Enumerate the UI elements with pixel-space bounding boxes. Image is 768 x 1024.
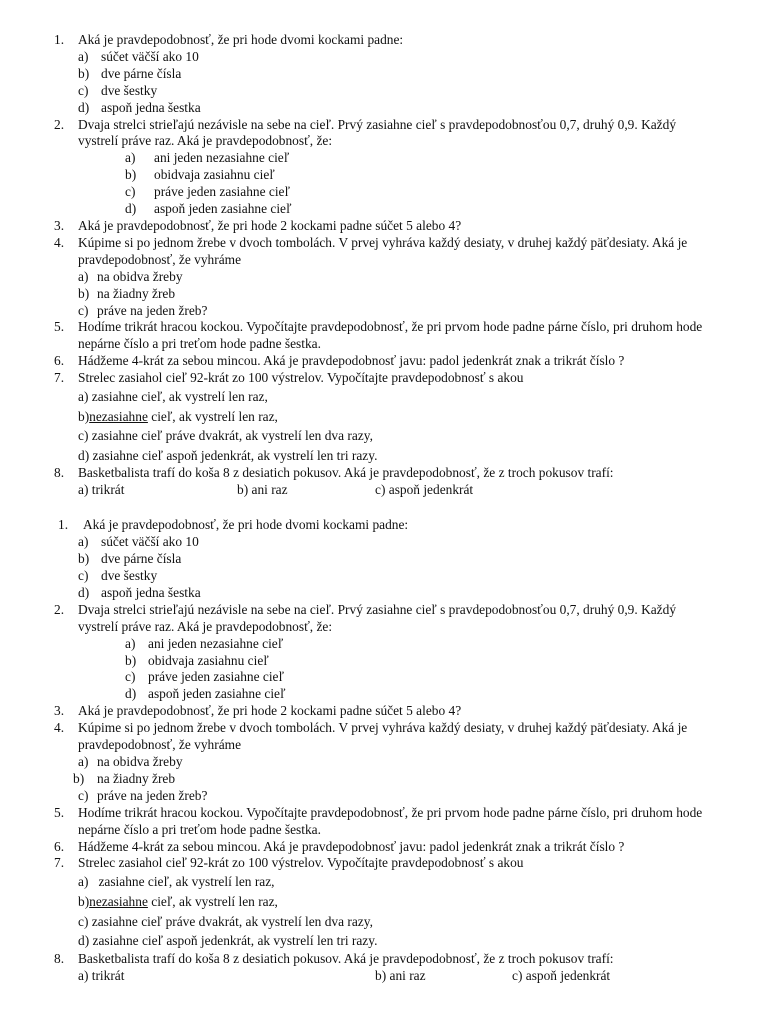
question-text: Strelec zasiahol cieľ 92-krát zo 100 výstrelov. Vypočítajte pravdepodobnosť s akou — [78, 855, 524, 871]
question-text: Kúpime si po jednom žrebe v dvoch tombolách. V prvej vyhráva každý desiaty, v druhej každý päťdesiaty. Aká je pravdepodobnosť, že vyhráme — [78, 720, 688, 753]
option: c) práve na jeden žreb? — [78, 302, 208, 318]
question-4 — [0, 235, 768, 269]
question-number: 2. — [54, 116, 65, 132]
question-8 — [0, 465, 768, 482]
option: d) aspoň jedna šestka — [78, 99, 201, 115]
option: b) obidvaja zasiahnu cieľ — [125, 167, 275, 183]
option: b) ani raz — [237, 482, 288, 498]
option: b) dve párne čísla — [78, 551, 182, 567]
question-text: Hádžeme 4-krát za sebou mincou. Aká je pravdepodobnosť javu: padol jedenkrát znak a trikrát číslo ? — [78, 838, 625, 854]
question-text: Basketbalista trafí do koša 8 z desiatich pokusov. Aká je pravdepodobnosť, že z troch pokusov trafí: — [78, 465, 614, 481]
option: b)nezasiahne cieľ, ak vystrelí len raz, — [78, 408, 278, 424]
option: c) práve jeden zasiahne cieľ — [125, 184, 290, 200]
question-number: 5. — [54, 319, 65, 335]
option: a) trikrát — [78, 482, 125, 498]
question-text: Hodíme trikrát hracou kockou. Vypočítajte pravdepodobnosť, že pri prvom hode padne párne číslo, pri druhom hode nepárne číslo a pri treťom hode padne šestka. — [78, 319, 703, 352]
option: b)nezasiahne cieľ, ak vystrelí len raz, — [78, 893, 278, 909]
question-text: Aká je pravdepodobnosť, že pri hode dvomi kockami padne: — [83, 517, 409, 533]
question-1 — [0, 517, 768, 534]
option: c) zasiahne cieľ práve dvakrát, ak vystrelí len dva razy, — [78, 428, 373, 444]
question-8 — [0, 951, 768, 968]
question-number: 1. — [54, 32, 65, 47]
question-number: 1. — [58, 517, 69, 533]
question-6 — [0, 839, 768, 856]
question-number: 4. — [54, 234, 65, 250]
option: a) na obidva žreby — [78, 754, 183, 769]
question-text: Basketbalista trafí do koša 8 z desiatich pokusov. Aká je pravdepodobnosť, že z troch pokusov trafí: — [78, 950, 614, 966]
question-number: 7. — [54, 855, 65, 871]
question-text: Aká je pravdepodobnosť, že pri hode 2 kockami padne súčet 5 alebo 4? — [78, 217, 462, 233]
option: c) aspoň jedenkrát — [375, 482, 474, 498]
option: c) práve na jeden žreb? — [78, 787, 208, 803]
option: a) zasiahne cieľ, ak vystrelí len raz, — [78, 389, 268, 405]
question-number: 3. — [54, 703, 65, 719]
question-7 — [0, 855, 768, 872]
option-row — [0, 482, 768, 499]
question-text: Kúpime si po jednom žrebe v dvoch tombolách. V prvej vyhráva každý desiaty, v druhej každý päťdesiaty. Aká je pravdepodobnosť, že vyhráme — [78, 234, 688, 267]
option-row — [0, 968, 768, 985]
question-text: Aká je pravdepodobnosť, že pri hode 2 kockami padne súčet 5 alebo 4? — [78, 703, 462, 719]
question-1 — [0, 32, 768, 49]
question-text: Hádžeme 4-krát za sebou mincou. Aká je pravdepodobnosť javu: padol jedenkrát znak a trikrát číslo ? — [78, 353, 625, 369]
option: c) dve šestky — [78, 568, 158, 584]
question-3 — [0, 703, 768, 720]
option: c) dve šestky — [78, 82, 158, 98]
question-5 — [0, 805, 768, 839]
question-7 — [0, 370, 768, 387]
option: a) ani jeden nezasiahne cieľ — [125, 150, 290, 166]
option: a) na obidva žreby — [78, 268, 183, 284]
option: d) aspoň jeden zasiahne cieľ — [125, 201, 292, 217]
question-4 — [0, 720, 768, 754]
question-text: Dvaja strelci strieľajú nezávisle na sebe na cieľ. Prvý zasiahne cieľ s pravdepodobnosťou 0,7, druhý 0,9. Každý vystrelí práve raz. Aká je pravdepodobnosť, že: — [78, 601, 677, 634]
worksheet-copy-1 — [0, 32, 768, 499]
option: b) dve párne čísla — [78, 65, 182, 81]
option: b) na žiadny žreb — [78, 285, 176, 301]
question-2 — [0, 117, 768, 151]
option: d) aspoň jeden zasiahne cieľ — [125, 686, 286, 702]
question-5 — [0, 319, 768, 353]
option: d) aspoň jedna šestka — [78, 584, 201, 600]
worksheet-copy-2 — [0, 517, 768, 984]
question-number: 8. — [54, 465, 65, 481]
option: a) zasiahne cieľ, ak vystrelí len raz, — [78, 874, 275, 890]
option: b) ani raz — [375, 967, 426, 983]
option: a) ani jeden nezasiahne cieľ — [125, 635, 284, 651]
question-number: 2. — [54, 601, 65, 617]
option: a) trikrát — [78, 967, 125, 983]
question-number: 6. — [54, 353, 65, 369]
question-number: 4. — [54, 720, 65, 736]
question-number: 5. — [54, 804, 65, 820]
worksheet — [0, 32, 768, 985]
question-2 — [0, 602, 768, 636]
option: c) zasiahne cieľ práve dvakrát, ak vystrelí len dva razy, — [78, 913, 373, 929]
option: c) práve jeden zasiahne cieľ — [125, 669, 284, 685]
option: a) súčet väčší ako 10 — [78, 48, 199, 64]
option: d) zasiahne cieľ aspoň jedenkrát, ak vystrelí len tri razy. — [78, 933, 378, 949]
option: d) zasiahne cieľ aspoň jedenkrát, ak vystrelí len tri razy. — [78, 447, 378, 463]
question-number: 3. — [54, 217, 65, 233]
question-text: Aká je pravdepodobnosť, že pri hode dvomi kockami padne: — [78, 32, 404, 47]
question-number: 8. — [54, 950, 65, 966]
question-text: Dvaja strelci strieľajú nezávisle na sebe na cieľ. Prvý zasiahne cieľ s pravdepodobnosťou 0,7, druhý 0,9. Každý vystrelí práve raz. Aká je pravdepodobnosť, že: — [78, 116, 677, 149]
option: b) na žiadny žreb — [73, 770, 176, 786]
question-number: 7. — [54, 370, 65, 386]
question-number: 6. — [54, 838, 65, 854]
option: b) obidvaja zasiahnu cieľ — [125, 652, 269, 668]
question-3 — [0, 218, 768, 235]
question-text: Strelec zasiahol cieľ 92-krát zo 100 výstrelov. Vypočítajte pravdepodobnosť s akou — [78, 370, 524, 386]
option: c) aspoň jedenkrát — [512, 967, 611, 983]
question-text: Hodíme trikrát hracou kockou. Vypočítajte pravdepodobnosť, že pri prvom hode padne párne číslo, pri druhom hode nepárne číslo a pri treťom hode padne šestka. — [78, 804, 703, 837]
question-6 — [0, 353, 768, 370]
option: a) súčet väčší ako 10 — [78, 534, 199, 550]
